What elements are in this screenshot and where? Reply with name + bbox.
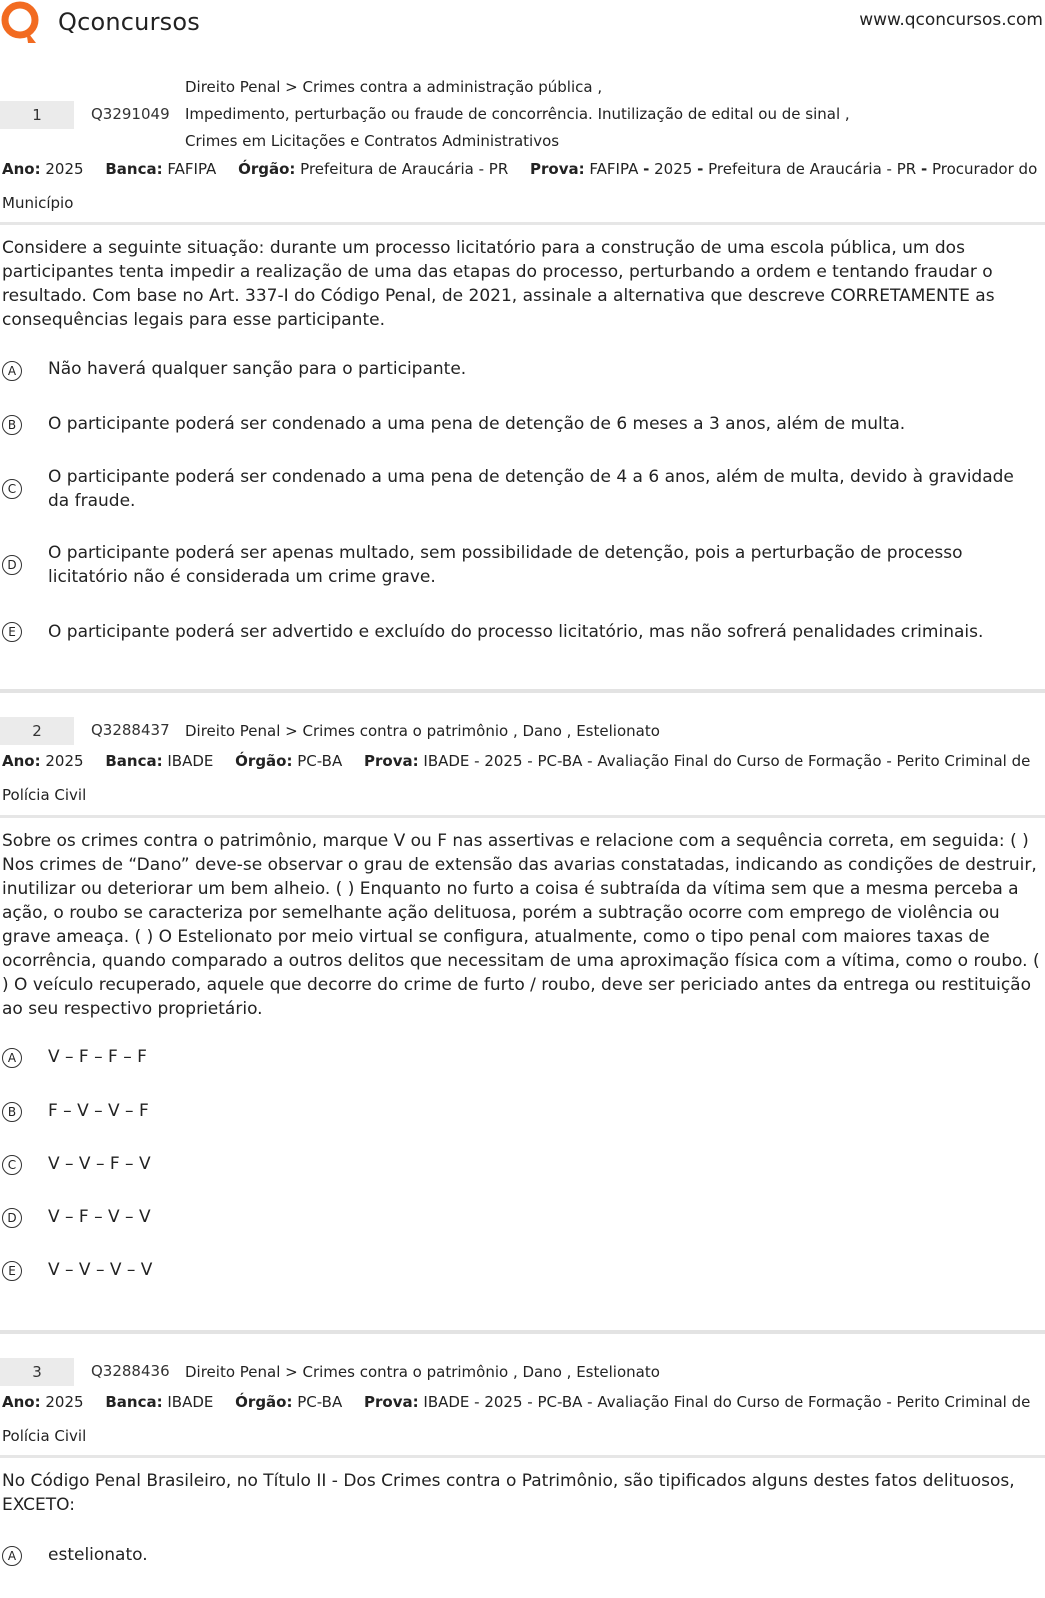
question-number: 2 [0, 717, 74, 745]
subject-path-line[interactable]: Impedimento, perturbação ou fraude de concorrência. Inutilização de edital ou de sinal , [185, 105, 850, 123]
option-text[interactable]: V – F – V – V [48, 1207, 151, 1227]
question-number: 3 [0, 1358, 74, 1386]
site-url[interactable]: www.qconcursos.com [859, 10, 1043, 30]
question-id[interactable]: Q3288436 [91, 1362, 170, 1380]
option-text[interactable]: V – F – F – F [48, 1047, 147, 1067]
option-letter-e[interactable]: E [2, 1261, 22, 1281]
option-text[interactable]: estelionato. [48, 1545, 148, 1565]
option-text[interactable]: V – V – F – V [48, 1154, 151, 1174]
ano-value: 2025 [45, 160, 84, 178]
qconcursos-logo-icon[interactable] [0, 0, 46, 46]
question-id[interactable]: Q3291049 [91, 105, 170, 123]
ano-label: Ano: [2, 160, 41, 178]
option-text[interactable]: V – V – V – V [48, 1260, 153, 1280]
question-statement: Considere a seguinte situação: durante um processo licitatório para a construção de uma escola pública, um dos participantes tenta impedir a realização de uma das etapas do processo, perturbando a ordem e tentando fraudar o resultado. Com base no Art. 337-I do Código Penal, de 2021, assinale a alternativa que descreve CORRETAMENTE as consequências legais para esse participante. [2, 238, 995, 330]
banca-value[interactable]: IBADE [167, 1393, 214, 1411]
question-subject-path [185, 1359, 660, 1386]
brand-name[interactable]: Qconcursos [58, 8, 200, 36]
subject-path-line[interactable]: Direito Penal > Crimes contra o patrimônio , Dano , Estelionato [185, 1363, 660, 1381]
option-text[interactable]: O participante poderá ser advertido e excluído do processo licitatório, mas não sofrerá penalidades criminais. [48, 622, 984, 642]
question-subject-path [185, 74, 850, 155]
subject-path-line[interactable]: Crimes em Licitações e Contratos Administrativos [185, 132, 560, 150]
prova-value[interactable]: IBADE - 2025 - PC-BA - Avaliação Final do Curso de Formação - Perito Criminal de Polícia Civil [2, 1393, 1031, 1445]
option-text[interactable]: O participante poderá ser condenado a uma pena de detenção de 6 meses a 3 anos, além de multa. [48, 414, 906, 434]
question-number: 1 [0, 101, 74, 129]
question-statement: Sobre os crimes contra o patrimônio, marque V ou F nas assertivas e relacione com a sequência correta, em seguida: ( ) Nos crimes de “Dano” deve-se observar o grau de extensão das avarias constatadas, indicando as condições de destruir, inutilizar ou deteriorar um bem alheio. ( ) Enquanto no furto a coisa é subtraída da vítima sem que a mesma perceba a ação, o roubo se caracteriza por semelhante ação delituosa, porém a subtração ocorre com emprego de violência ou grave ameaça. ( ) O Estelionato por meio virtual se configura, atualmente, como o tipo penal com maiores taxas de ocorrência, quando comparado a outros delitos que necessitam de uma aproximação física com a vítima, como o roubo. ( ) O veículo recuperado, aquele que decorre do crime de furto / roubo, deve ser periciado antes da entrega ou restituição ao seu respectivo proprietário. [2, 831, 1040, 1019]
option-letter-c[interactable]: C [2, 1155, 22, 1175]
option-text[interactable]: O participante poderá ser condenado a uma pena de detenção de 4 a 6 anos, além de multa, devido à gravidade da fraude. [48, 467, 1014, 511]
option-letter-b[interactable]: B [2, 415, 22, 435]
banca-label: Banca: [105, 1393, 163, 1411]
option-letter-d[interactable]: D [2, 1208, 22, 1228]
orgao-label: Órgão: [238, 160, 296, 178]
question-subject-path [185, 718, 660, 745]
option-text[interactable]: F – V – V – F [48, 1101, 149, 1121]
prova-label: Prova: [364, 752, 419, 770]
question-id[interactable]: Q3288437 [91, 721, 170, 739]
banca-value[interactable]: FAFIPA [167, 160, 217, 178]
banca-value[interactable]: IBADE [167, 752, 214, 770]
question-separator [0, 689, 1045, 693]
prova-value[interactable]: IBADE - 2025 - PC-BA - Avaliação Final do Curso de Formação - Perito Criminal de Polícia Civil [2, 752, 1031, 804]
option-letter-c[interactable]: C [2, 479, 22, 499]
orgao-label: Órgão: [235, 752, 293, 770]
question-meta [2, 744, 1042, 812]
option-text[interactable]: Não haverá qualquer sanção para o participante. [48, 359, 467, 379]
banca-label: Banca: [105, 160, 163, 178]
ano-value: 2025 [45, 1393, 84, 1411]
page-header [0, 0, 1045, 48]
ano-value: 2025 [45, 752, 84, 770]
prova-label: Prova: [364, 1393, 419, 1411]
orgao-value[interactable]: PC-BA [297, 1393, 343, 1411]
option-letter-a[interactable]: A [2, 361, 22, 381]
prova-value[interactable]: FAFIPA - 2025 - Prefeitura de Araucária - PR - Procurador do Município [2, 160, 1038, 212]
question-statement: No Código Penal Brasileiro, no Título II - Dos Crimes contra o Patrimônio, são tipificados alguns destes fatos delituosos, EXCETO: [2, 1471, 1015, 1515]
option-letter-d[interactable]: D [2, 555, 22, 575]
question-meta [2, 152, 1042, 220]
subject-path-line[interactable]: Direito Penal > Crimes contra a administração pública , [185, 78, 603, 96]
prova-label: Prova: [530, 160, 585, 178]
banca-label: Banca: [105, 752, 163, 770]
orgao-value[interactable]: Prefeitura de Araucária - PR [300, 160, 509, 178]
divider [0, 815, 1045, 818]
orgao-value[interactable]: PC-BA [297, 752, 343, 770]
ano-label: Ano: [2, 752, 41, 770]
question-meta [2, 1385, 1042, 1453]
option-letter-a[interactable]: A [2, 1546, 22, 1566]
subject-path-line[interactable]: Direito Penal > Crimes contra o patrimônio , Dano , Estelionato [185, 722, 660, 740]
option-letter-a[interactable]: A [2, 1048, 22, 1068]
option-letter-e[interactable]: E [2, 622, 22, 642]
divider [0, 222, 1045, 225]
divider [0, 1455, 1045, 1458]
orgao-label: Órgão: [235, 1393, 293, 1411]
ano-label: Ano: [2, 1393, 41, 1411]
question-separator [0, 1330, 1045, 1334]
option-text[interactable]: O participante poderá ser apenas multado, sem possibilidade de detenção, pois a perturbação de processo licitatório não é considerada um crime grave. [48, 543, 963, 587]
option-letter-b[interactable]: B [2, 1102, 22, 1122]
